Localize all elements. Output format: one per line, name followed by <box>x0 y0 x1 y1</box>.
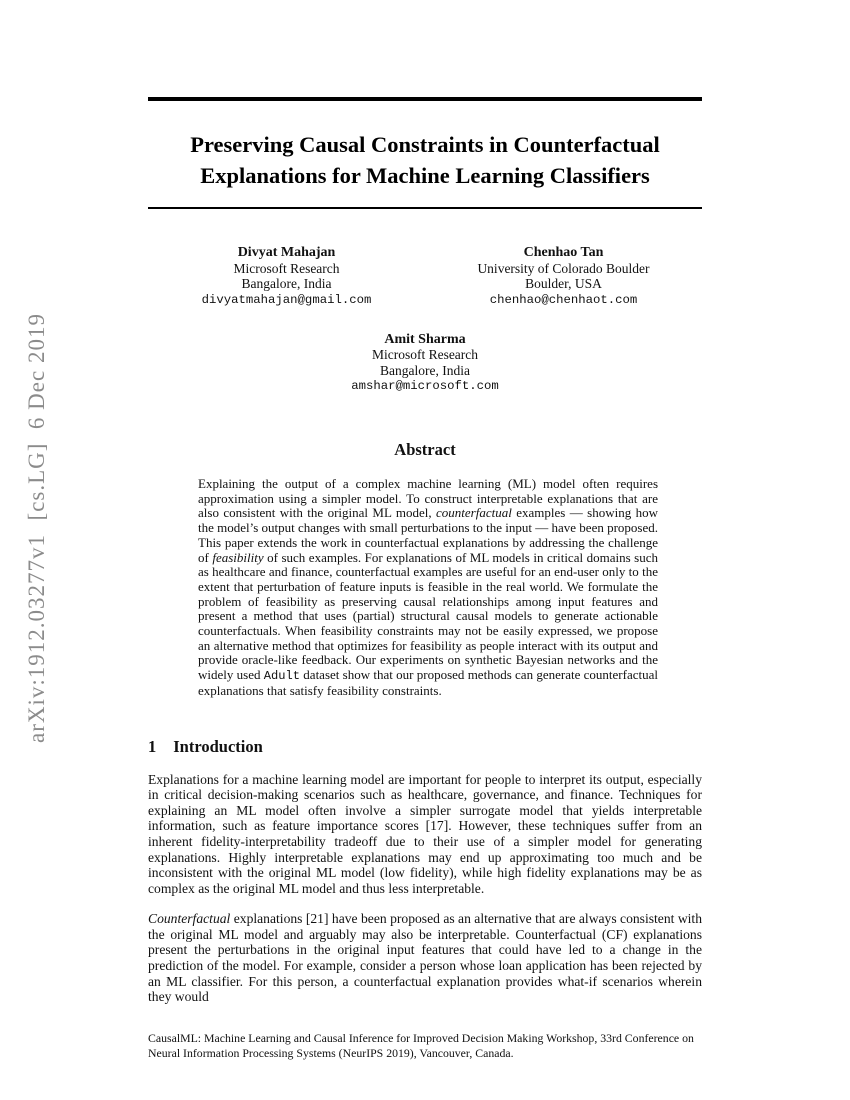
author-email: chenhao@chenhaot.com <box>489 292 638 307</box>
author-affiliation: Microsoft Research <box>233 260 340 276</box>
paper-title-line2: Explanations for Machine Learning Classifiers <box>200 163 650 188</box>
author-location: Bangalore, India <box>380 362 470 378</box>
title-rule-bottom <box>148 207 702 209</box>
introduction-paragraph-2: Counterfactual explanations [21] have been proposed as an alternative that are always consistent with the original ML model and arguably may also be interpretable. Counterfactual (CF) explanations present the perturbations in the original input features that could have led to a change in the prediction of the model. For example, consider a person whose loan application has been rejected by an ML classifier. For this person, a counterfactual explanation provides what-if scenarios wherein they would <box>148 911 702 1005</box>
paper-title-line1: Preserving Causal Constraints in Counterfactual <box>190 132 660 157</box>
paper-title <box>148 129 702 191</box>
section-title: Introduction <box>173 736 263 756</box>
author-name: Chenhao Tan <box>523 245 604 260</box>
author-email: divyatmahajan@gmail.com <box>201 292 372 307</box>
author-block-amit-sharma <box>148 332 702 395</box>
abstract-heading: Abstract <box>394 440 456 459</box>
workshop-footnote: CausalML: Machine Learning and Causal Inference for Improved Decision Making Workshop, 33rd Conference on Neural Information Processing Systems (NeurIPS 2019), Vancouver, Canada. <box>148 1031 694 1060</box>
author-name: Amit Sharma <box>384 331 466 347</box>
paper-content <box>148 0 702 1005</box>
author-affiliation: University of Colorado Boulder <box>477 260 650 276</box>
author-affiliation: Microsoft Research <box>371 347 479 362</box>
authors-row <box>148 245 702 308</box>
author-block-chenhao-tan <box>425 245 702 308</box>
author-email: amshar@microsoft.com <box>351 379 499 393</box>
title-rule-top <box>148 97 702 101</box>
author-location: Boulder, USA <box>525 276 602 291</box>
section-heading-introduction <box>148 737 702 757</box>
section-number: 1 <box>148 736 157 756</box>
author-location: Bangalore, India <box>241 276 332 291</box>
abstract-text: Explaining the output of a complex machine learning (ML) model often requires approximation using a simpler model. To construct interpretable explanations that are also consistent with the original ML model, counterfactual examples — showing how the model’s output changes with small perturbations to the input — have been proposed. This paper extends the work in counterfactual explanations by addressing the challenge of feasibility of such examples. For explanations of ML models in critical domains such as healthcare and finance, counterfactual examples are useful for an end-user only to the extent that perturbation of feature inputs is feasible in the real world. We formulate the problem of feasibility as preserving causal relationships among input features and present a method that uses (partial) structural causal models to generate actionable counterfactuals. When feasibility constraints may not be easily expressed, we propose an alternative method that optimizes for feasibility as people interact with its output and provide oracle-like feedback. Our experiments on synthetic Bayesian networks and the widely used Adult dataset show that our proposed methods can generate counterfactual explanations that satisfy feasibility constraints. <box>198 476 659 698</box>
author-name: Divyat Mahajan <box>237 245 336 260</box>
author-block-divyat-mahajan <box>148 245 425 308</box>
introduction-paragraph-1: Explanations for a machine learning model are important for people to interpret its output, especially in critical decision-making scenarios such as healthcare, governance, and finance. Techniques for explaining an ML model often involve a simpler surrogate model that yields interpretable information, such as feature importance scores [17]. However, these techniques suffer from an inherent fidelity-interpretability tradeoff due to their use of a simpler model for generating explanations. Highly interpretable explanations may end up approximating too much and be inconsistent with the original ML model (low fidelity), while high fidelity explanations may be as complex as the original ML model and thus less interpretable. <box>148 771 702 896</box>
arxiv-watermark: arXiv:1912.03277v1 [cs.LG] 6 Dec 2019 <box>24 313 49 743</box>
